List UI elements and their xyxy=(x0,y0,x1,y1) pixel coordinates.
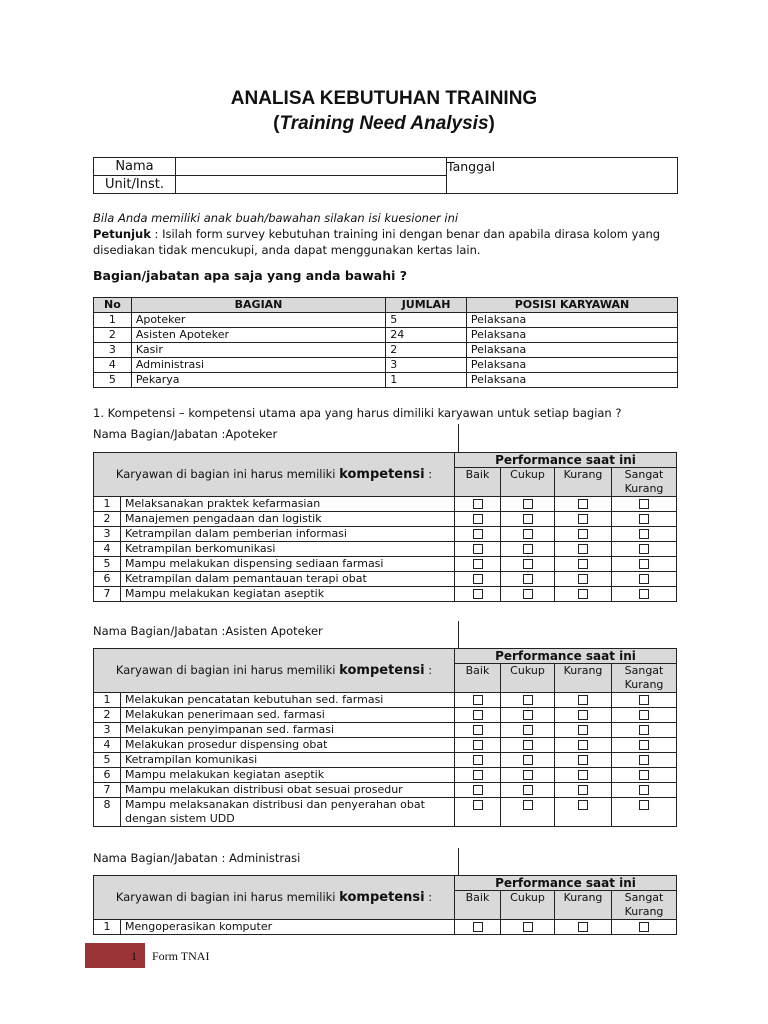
competency-row xyxy=(94,708,677,723)
checkbox-icon[interactable] xyxy=(523,514,533,524)
row-number: 1 xyxy=(94,920,121,935)
rating-column-header: Sangat Kurang xyxy=(612,468,677,497)
rating-checkbox-cell[interactable] xyxy=(455,723,501,738)
checkbox-icon[interactable] xyxy=(523,755,533,765)
rating-column-header: Cukup xyxy=(501,468,555,497)
checkbox-icon[interactable] xyxy=(523,499,533,509)
document-subtitle: (Training Need Analysis) xyxy=(273,113,495,134)
checkbox-icon[interactable] xyxy=(639,574,649,584)
nama-label: Nama xyxy=(94,158,176,176)
tanggal-field[interactable] xyxy=(447,158,678,194)
rating-checkbox-cell[interactable] xyxy=(455,527,501,542)
bagian-header-cell: BAGIAN xyxy=(131,298,385,313)
rating-checkbox-cell[interactable] xyxy=(455,693,501,708)
row-number: 2 xyxy=(94,708,121,723)
checkbox-icon[interactable] xyxy=(523,710,533,720)
rating-column-header: Kurang xyxy=(555,891,612,920)
checkbox-icon[interactable] xyxy=(578,800,588,810)
table-row xyxy=(94,343,678,358)
section-label: Nama Bagian/Jabatan :Apoteker xyxy=(93,427,278,441)
checkbox-icon[interactable] xyxy=(578,740,588,750)
checkbox-icon[interactable] xyxy=(473,574,483,584)
rating-checkbox-cell[interactable] xyxy=(501,783,555,798)
rating-checkbox-cell[interactable] xyxy=(555,693,612,708)
competency-text: Mampu melakukan kegiatan aseptik xyxy=(121,768,455,783)
competency-text: Manajemen pengadaan dan logistik xyxy=(121,512,455,527)
rating-checkbox-cell[interactable] xyxy=(455,738,501,753)
rating-checkbox-cell[interactable] xyxy=(501,738,555,753)
checkbox-icon[interactable] xyxy=(578,922,588,932)
checkbox-icon[interactable] xyxy=(578,710,588,720)
rating-checkbox-cell[interactable] xyxy=(555,723,612,738)
competency-text: Mampu melakukan dispensing sediaan farmasi xyxy=(121,557,455,572)
checkbox-icon[interactable] xyxy=(473,785,483,795)
table-row xyxy=(94,358,678,373)
checkbox-icon[interactable] xyxy=(639,529,649,539)
checkbox-icon[interactable] xyxy=(523,922,533,932)
competency-text: Mengoperasikan komputer xyxy=(121,920,455,935)
competency-header: Karyawan di bagian ini harus memiliki kompetensi : xyxy=(94,649,455,693)
checkbox-icon[interactable] xyxy=(578,514,588,524)
competency-text: Melakukan penerimaan sed. farmasi xyxy=(121,708,455,723)
checkbox-icon[interactable] xyxy=(473,544,483,554)
competency-row xyxy=(94,512,677,527)
bagian-cell: 5 xyxy=(94,373,132,388)
checkbox-icon[interactable] xyxy=(473,740,483,750)
rating-column-header: Sangat Kurang xyxy=(612,664,677,693)
rating-checkbox-cell[interactable] xyxy=(555,798,612,827)
competency-text: Melaksanakan praktek kefarmasian xyxy=(121,497,455,512)
rating-checkbox-cell[interactable] xyxy=(612,557,677,572)
checkbox-icon[interactable] xyxy=(473,725,483,735)
row-number: 1 xyxy=(94,497,121,512)
checkbox-icon[interactable] xyxy=(473,589,483,599)
checkbox-icon[interactable] xyxy=(639,559,649,569)
rating-checkbox-cell[interactable] xyxy=(455,587,501,602)
row-number: 4 xyxy=(94,542,121,557)
rating-checkbox-cell[interactable] xyxy=(501,920,555,935)
row-number: 5 xyxy=(94,557,121,572)
competency-text: Ketrampilan dalam pemberian informasi xyxy=(121,527,455,542)
rating-checkbox-cell[interactable] xyxy=(501,693,555,708)
row-number: 7 xyxy=(94,783,121,798)
question-heading: Bagian/jabatan apa saja yang anda bawahi ? xyxy=(93,268,407,283)
checkbox-icon[interactable] xyxy=(639,770,649,780)
rating-column-header: Cukup xyxy=(501,664,555,693)
rating-checkbox-cell[interactable] xyxy=(612,542,677,557)
rating-checkbox-cell[interactable] xyxy=(612,708,677,723)
checkbox-icon[interactable] xyxy=(473,755,483,765)
competency-row xyxy=(94,572,677,587)
competency-table xyxy=(93,648,677,827)
rating-checkbox-cell[interactable] xyxy=(501,768,555,783)
petunjuk-text: : Isilah form survey kebutuhan training ini dengan benar dan apabila dirasa kolom yang disediakan tidak mencukupi, anda dapat menggunakan kertas lain. xyxy=(93,227,661,257)
rating-checkbox-cell[interactable] xyxy=(555,768,612,783)
rating-checkbox-cell[interactable] xyxy=(501,587,555,602)
rating-checkbox-cell[interactable] xyxy=(455,798,501,827)
performance-header: Performance saat ini xyxy=(455,649,677,664)
performance-header: Performance saat ini xyxy=(455,453,677,468)
table-row xyxy=(94,328,678,343)
competency-row xyxy=(94,920,677,935)
rating-checkbox-cell[interactable] xyxy=(555,708,612,723)
rating-checkbox-cell[interactable] xyxy=(612,587,677,602)
table-row xyxy=(94,373,678,388)
petunjuk-label: Petunjuk xyxy=(93,227,151,241)
checkbox-icon[interactable] xyxy=(523,559,533,569)
rating-column-header: Kurang xyxy=(555,468,612,497)
bagian-cell: Pelaksana xyxy=(466,328,677,343)
competency-row xyxy=(94,723,677,738)
competency-row xyxy=(94,497,677,512)
footer-text: Form TNAI xyxy=(152,949,210,963)
competency-header: Karyawan di bagian ini harus memiliki kompetensi : xyxy=(94,876,455,920)
bagian-cell: Apoteker xyxy=(131,313,385,328)
rating-column-header: Baik xyxy=(455,891,501,920)
checkbox-icon[interactable] xyxy=(578,770,588,780)
rating-checkbox-cell[interactable] xyxy=(501,527,555,542)
rating-checkbox-cell[interactable] xyxy=(455,557,501,572)
section-label: Nama Bagian/Jabatan :Asisten Apoteker xyxy=(93,624,323,638)
rating-checkbox-cell[interactable] xyxy=(612,753,677,768)
bagian-cell: 24 xyxy=(386,328,467,343)
rating-checkbox-cell[interactable] xyxy=(555,497,612,512)
row-number: 2 xyxy=(94,512,121,527)
bagian-header-cell: No xyxy=(94,298,132,313)
checkbox-icon[interactable] xyxy=(639,755,649,765)
checkbox-icon[interactable] xyxy=(639,922,649,932)
bagian-cell: Pekarya xyxy=(131,373,385,388)
section-label: Nama Bagian/Jabatan : Administrasi xyxy=(93,851,301,865)
rating-checkbox-cell[interactable] xyxy=(455,920,501,935)
competency-text: Ketrampilan berkomunikasi xyxy=(121,542,455,557)
checkbox-icon[interactable] xyxy=(639,800,649,810)
rating-checkbox-cell[interactable] xyxy=(612,527,677,542)
bagian-cell: 2 xyxy=(386,343,467,358)
checkbox-icon[interactable] xyxy=(639,725,649,735)
checkbox-icon[interactable] xyxy=(639,544,649,554)
competency-row xyxy=(94,693,677,708)
row-number: 4 xyxy=(94,738,121,753)
checkbox-icon[interactable] xyxy=(523,785,533,795)
bagian-cell: 2 xyxy=(94,328,132,343)
bagian-header-cell: JUMLAH xyxy=(386,298,467,313)
rating-checkbox-cell[interactable] xyxy=(501,798,555,827)
bagian-header-cell: POSISI KARYAWAN xyxy=(466,298,677,313)
checkbox-icon[interactable] xyxy=(639,695,649,705)
row-number: 7 xyxy=(94,587,121,602)
rating-checkbox-cell[interactable] xyxy=(455,783,501,798)
checkbox-icon[interactable] xyxy=(578,725,588,735)
row-number: 6 xyxy=(94,572,121,587)
rating-checkbox-cell[interactable] xyxy=(612,497,677,512)
checkbox-icon[interactable] xyxy=(639,740,649,750)
rating-checkbox-cell[interactable] xyxy=(555,783,612,798)
rating-checkbox-cell[interactable] xyxy=(501,512,555,527)
checkbox-icon[interactable] xyxy=(523,544,533,554)
row-number: 6 xyxy=(94,768,121,783)
checkbox-icon[interactable] xyxy=(473,499,483,509)
checkbox-icon[interactable] xyxy=(578,499,588,509)
checkbox-icon[interactable] xyxy=(523,800,533,810)
row-number: 8 xyxy=(94,798,121,827)
competency-row xyxy=(94,798,677,827)
rating-checkbox-cell[interactable] xyxy=(555,572,612,587)
checkbox-icon[interactable] xyxy=(473,710,483,720)
checkbox-icon[interactable] xyxy=(473,559,483,569)
checkbox-icon[interactable] xyxy=(523,770,533,780)
nama-field[interactable] xyxy=(176,158,447,176)
competency-row xyxy=(94,557,677,572)
rating-checkbox-cell[interactable] xyxy=(612,920,677,935)
rating-checkbox-cell[interactable] xyxy=(455,512,501,527)
row-number: 1 xyxy=(94,693,121,708)
rating-checkbox-cell[interactable] xyxy=(501,542,555,557)
bagian-cell: Pelaksana xyxy=(466,313,677,328)
checkbox-icon[interactable] xyxy=(473,922,483,932)
competency-text: Ketrampilan komunikasi xyxy=(121,753,455,768)
checkbox-icon[interactable] xyxy=(578,544,588,554)
checkbox-icon[interactable] xyxy=(578,559,588,569)
bagian-cell: 3 xyxy=(386,358,467,373)
intro-italic: Bila Anda memiliki anak buah/bawahan silakan isi kuesioner ini xyxy=(93,211,459,225)
performance-header: Performance saat ini xyxy=(455,876,677,891)
question-1: 1. Kompetensi – kompetensi utama apa yang harus dimiliki karyawan untuk setiap bagian ? xyxy=(93,406,622,420)
checkbox-icon[interactable] xyxy=(639,785,649,795)
tanggal-label: Tanggal xyxy=(447,159,496,174)
bagian-cell: Administrasi xyxy=(131,358,385,373)
bagian-cell: 1 xyxy=(386,373,467,388)
rating-checkbox-cell[interactable] xyxy=(612,723,677,738)
rating-column-header: Kurang xyxy=(555,664,612,693)
bagian-cell: Pelaksana xyxy=(466,373,677,388)
row-number: 3 xyxy=(94,723,121,738)
rating-checkbox-cell[interactable] xyxy=(501,708,555,723)
competency-row xyxy=(94,783,677,798)
unit-label: Unit/Inst. xyxy=(94,176,176,194)
checkbox-icon[interactable] xyxy=(473,514,483,524)
competency-row xyxy=(94,738,677,753)
checkbox-icon[interactable] xyxy=(523,589,533,599)
checkbox-icon[interactable] xyxy=(639,514,649,524)
competency-row xyxy=(94,768,677,783)
bagian-cell: 4 xyxy=(94,358,132,373)
competency-row xyxy=(94,527,677,542)
checkbox-icon[interactable] xyxy=(473,800,483,810)
bagian-cell: Asisten Apoteker xyxy=(131,328,385,343)
identity-table xyxy=(93,157,678,194)
checkbox-icon[interactable] xyxy=(473,695,483,705)
competency-text: Melakukan penyimpanan sed. farmasi xyxy=(121,723,455,738)
rating-checkbox-cell[interactable] xyxy=(555,527,612,542)
footer-page-box xyxy=(85,943,145,968)
checkbox-icon[interactable] xyxy=(578,755,588,765)
checkbox-icon[interactable] xyxy=(523,574,533,584)
checkbox-icon[interactable] xyxy=(523,740,533,750)
competency-row xyxy=(94,542,677,557)
competency-table xyxy=(93,452,677,602)
rating-checkbox-cell[interactable] xyxy=(612,693,677,708)
document-title: ANALISA KEBUTUHAN TRAINING xyxy=(230,88,538,109)
row-number: 5 xyxy=(94,753,121,768)
rating-checkbox-cell[interactable] xyxy=(455,768,501,783)
checkbox-icon[interactable] xyxy=(639,589,649,599)
rating-checkbox-cell[interactable] xyxy=(612,798,677,827)
rating-checkbox-cell[interactable] xyxy=(501,497,555,512)
rating-checkbox-cell[interactable] xyxy=(555,920,612,935)
checkbox-icon[interactable] xyxy=(578,529,588,539)
rating-checkbox-cell[interactable] xyxy=(612,783,677,798)
rating-checkbox-cell[interactable] xyxy=(455,497,501,512)
competency-text: Ketrampilan dalam pemantauan terapi obat xyxy=(121,572,455,587)
rating-checkbox-cell[interactable] xyxy=(612,768,677,783)
competency-table xyxy=(93,875,677,935)
competency-text: Melakukan prosedur dispensing obat xyxy=(121,738,455,753)
checkbox-icon[interactable] xyxy=(639,710,649,720)
rating-column-header: Baik xyxy=(455,468,501,497)
checkbox-icon[interactable] xyxy=(523,725,533,735)
bagian-cell: Pelaksana xyxy=(466,343,677,358)
competency-header: Karyawan di bagian ini harus memiliki kompetensi : xyxy=(94,453,455,497)
rating-checkbox-cell[interactable] xyxy=(501,557,555,572)
rating-checkbox-cell[interactable] xyxy=(555,587,612,602)
rating-checkbox-cell[interactable] xyxy=(555,542,612,557)
rating-checkbox-cell[interactable] xyxy=(455,708,501,723)
row-number: 3 xyxy=(94,527,121,542)
rating-checkbox-cell[interactable] xyxy=(501,723,555,738)
competency-row xyxy=(94,753,677,768)
rating-column-header: Baik xyxy=(455,664,501,693)
unit-field[interactable] xyxy=(176,176,447,194)
checkbox-icon[interactable] xyxy=(578,574,588,584)
rating-checkbox-cell[interactable] xyxy=(555,512,612,527)
rating-column-header: Sangat Kurang xyxy=(612,891,677,920)
competency-text: Melakukan pencatatan kebutuhan sed. farmasi xyxy=(121,693,455,708)
competency-text: Mampu melakukan distribusi obat sesuai prosedur xyxy=(121,783,455,798)
checkbox-icon[interactable] xyxy=(473,770,483,780)
rating-checkbox-cell[interactable] xyxy=(455,753,501,768)
rating-checkbox-cell[interactable] xyxy=(612,738,677,753)
rating-checkbox-cell[interactable] xyxy=(555,738,612,753)
table-row xyxy=(94,313,678,328)
bagian-cell: 5 xyxy=(386,313,467,328)
rating-checkbox-cell[interactable] xyxy=(612,572,677,587)
competency-text: Mampu melakukan kegiatan aseptik xyxy=(121,587,455,602)
bagian-cell: 1 xyxy=(94,313,132,328)
rating-checkbox-cell[interactable] xyxy=(501,753,555,768)
checkbox-icon[interactable] xyxy=(578,589,588,599)
bagian-table xyxy=(93,297,678,388)
checkbox-icon[interactable] xyxy=(578,785,588,795)
intro-text xyxy=(93,210,683,258)
checkbox-icon[interactable] xyxy=(523,529,533,539)
page-number: 1 xyxy=(131,949,137,963)
rating-checkbox-cell[interactable] xyxy=(612,512,677,527)
rating-checkbox-cell[interactable] xyxy=(501,572,555,587)
checkbox-icon[interactable] xyxy=(523,695,533,705)
checkbox-icon[interactable] xyxy=(578,695,588,705)
rating-checkbox-cell[interactable] xyxy=(455,542,501,557)
checkbox-icon[interactable] xyxy=(473,529,483,539)
rating-checkbox-cell[interactable] xyxy=(455,572,501,587)
competency-row xyxy=(94,587,677,602)
checkbox-icon[interactable] xyxy=(639,499,649,509)
rating-column-header: Cukup xyxy=(501,891,555,920)
rating-checkbox-cell[interactable] xyxy=(555,557,612,572)
bagian-cell: 3 xyxy=(94,343,132,358)
rating-checkbox-cell[interactable] xyxy=(555,753,612,768)
bagian-cell: Kasir xyxy=(131,343,385,358)
bagian-cell: Pelaksana xyxy=(466,358,677,373)
competency-text: Mampu melaksanakan distribusi dan penyerahan obat dengan sistem UDD xyxy=(121,798,455,827)
